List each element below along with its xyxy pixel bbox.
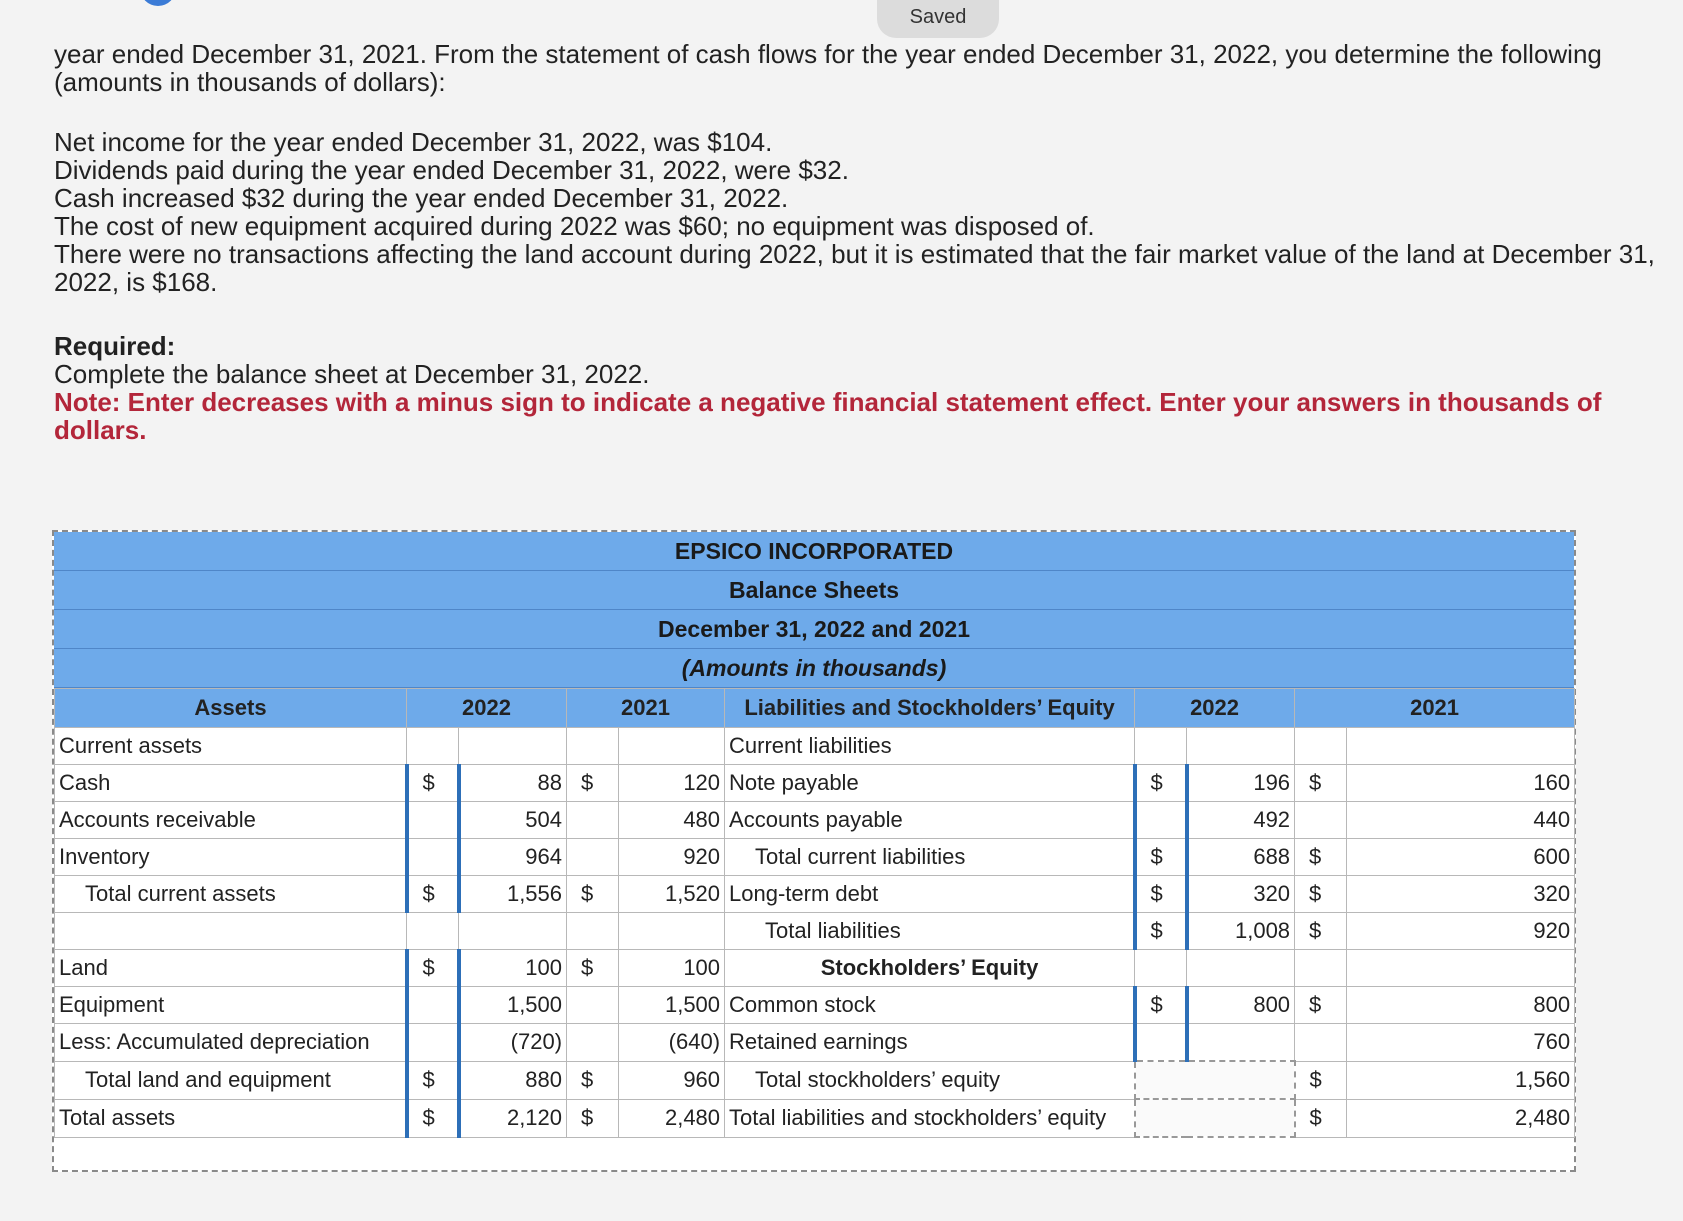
- ltd-label: Long-term debt: [725, 876, 1135, 913]
- table-row: [55, 876, 1575, 913]
- stockholders-equity-heading: Stockholders’ Equity: [725, 950, 1135, 987]
- dollar-sign: $: [1295, 1099, 1347, 1137]
- liab-2022-header: 2022: [1135, 689, 1295, 728]
- table-row: [55, 728, 1575, 765]
- total-land-equip-label: Total land and equipment: [55, 1061, 407, 1099]
- total-liab-2021-value: 920: [1347, 913, 1575, 950]
- table-row: [55, 765, 1575, 802]
- liab-2021-header: 2021: [1295, 689, 1575, 728]
- cash-2021-value: 120: [619, 765, 725, 802]
- retained-earnings-2022-input[interactable]: [1187, 1024, 1295, 1062]
- fact-item: Net income for the year ended December 31, 2022, was $104.: [54, 127, 773, 157]
- dollar-sign: $: [1295, 839, 1347, 876]
- dollar-sign: $: [567, 950, 619, 987]
- table-row: [55, 802, 1575, 839]
- total-current-liab-2021-value: 600: [1347, 839, 1575, 876]
- total-le-label: Total liabilities and stockholders’ equity: [725, 1099, 1135, 1137]
- note-payable-2021-value: 160: [1347, 765, 1575, 802]
- assets-header: Assets: [55, 689, 407, 728]
- retained-earnings-2021-value: 760: [1347, 1024, 1575, 1062]
- equipment-2021-value: 1,500: [619, 987, 725, 1024]
- dollar-sign: $: [1295, 913, 1347, 950]
- common-stock-2022-value[interactable]: 800: [1187, 987, 1295, 1024]
- dollar-sign: $: [407, 1099, 459, 1137]
- retained-earnings-label: Retained earnings: [725, 1024, 1135, 1062]
- problem-intro: year ended December 31, 2021. From the statement of cash flows for the year ended December 31, 2022, you determine the following (amounts in thousands of dollars):: [54, 39, 1602, 97]
- dollar-sign: $: [1135, 876, 1187, 913]
- fact-item: Dividends paid during the year ended December 31, 2022, were $32.: [54, 155, 849, 185]
- accum-dep-2021-value: (640): [619, 1024, 725, 1062]
- inventory-2022-value[interactable]: 964: [459, 839, 567, 876]
- current-liabilities-label: Current liabilities: [725, 728, 1135, 765]
- table-row: [55, 913, 1575, 950]
- facts-list: [54, 128, 1674, 296]
- equipment-2022-value[interactable]: 1,500: [459, 987, 567, 1024]
- dollar-sign: $: [1135, 839, 1187, 876]
- cash-2022-value[interactable]: 88: [459, 765, 567, 802]
- table-row: [55, 987, 1575, 1024]
- total-land-equip-2021-value: 960: [619, 1061, 725, 1099]
- common-stock-label: Common stock: [725, 987, 1135, 1024]
- total-current-liab-2022-value[interactable]: 688: [1187, 839, 1295, 876]
- inventory-2021-value: 920: [619, 839, 725, 876]
- total-le-2021-value: 2,480: [1347, 1099, 1575, 1137]
- ar-2021-value: 480: [619, 802, 725, 839]
- liabilities-header: Liabilities and Stockholders’ Equity: [725, 689, 1135, 728]
- total-current-liab-label: Total current liabilities: [725, 839, 1135, 876]
- total-liab-2022-value[interactable]: 1,008: [1187, 913, 1295, 950]
- statement-date: December 31, 2022 and 2021: [54, 610, 1574, 649]
- total-liab-label: Total liabilities: [725, 913, 1135, 950]
- table-row: [55, 1024, 1575, 1062]
- total-se-2021-value: 1,560: [1347, 1061, 1575, 1099]
- problem-text: [54, 40, 1674, 444]
- note-payable-label: Note payable: [725, 765, 1135, 802]
- dollar-sign: $: [407, 876, 459, 913]
- total-current-assets-2022-value[interactable]: 1,556: [459, 876, 567, 913]
- accum-dep-label: Less: Accumulated depreciation: [55, 1024, 407, 1062]
- fact-item: There were no transactions affecting the land account during 2022, but it is estimated that the fair market value of the land at December 31, 2022, is $168.: [54, 239, 1655, 297]
- dollar-sign: $: [567, 876, 619, 913]
- dollar-sign: $: [407, 1061, 459, 1099]
- total-assets-2021-value: 2,480: [619, 1099, 725, 1137]
- total-assets-label: Total assets: [55, 1099, 407, 1137]
- note-text: Note: Enter decreases with a minus sign to indicate a negative financial statement effect. Enter your answers in thousands of dollars.: [54, 387, 1602, 445]
- inventory-label: Inventory: [55, 839, 407, 876]
- ap-2022-value[interactable]: 492: [1187, 802, 1295, 839]
- land-2022-value[interactable]: 100: [459, 950, 567, 987]
- required-heading: Required:: [54, 331, 176, 361]
- column-header-row: [55, 689, 1575, 728]
- dollar-sign: $: [567, 1061, 619, 1099]
- land-2021-value: 100: [619, 950, 725, 987]
- statement-units: (Amounts in thousands): [54, 649, 1574, 688]
- fact-item: The cost of new equipment acquired during 2022 was $60; no equipment was disposed of.: [54, 211, 1095, 241]
- dollar-sign: $: [567, 1099, 619, 1137]
- ar-2022-value[interactable]: 504: [459, 802, 567, 839]
- equipment-label: Equipment: [55, 987, 407, 1024]
- dollar-sign: $: [1135, 987, 1187, 1024]
- balance-sheet-table: [54, 688, 1575, 1138]
- assets-2022-header: 2022: [407, 689, 567, 728]
- total-current-assets-label: Total current assets: [55, 876, 407, 913]
- land-label: Land: [55, 950, 407, 987]
- balance-sheet-panel: [52, 530, 1576, 1172]
- ap-2021-value: 440: [1347, 802, 1575, 839]
- total-se-2022-input[interactable]: [1135, 1061, 1295, 1099]
- company-name: EPSICO INCORPORATED: [54, 532, 1574, 571]
- dollar-sign: $: [407, 950, 459, 987]
- ar-label: Accounts receivable: [55, 802, 407, 839]
- ltd-2022-value[interactable]: 320: [1187, 876, 1295, 913]
- cash-label: Cash: [55, 765, 407, 802]
- common-stock-2021-value: 800: [1347, 987, 1575, 1024]
- dollar-sign: $: [1295, 876, 1347, 913]
- dollar-sign: $: [1295, 987, 1347, 1024]
- accum-dep-2022-value[interactable]: (720): [459, 1024, 567, 1062]
- current-assets-label: Current assets: [55, 728, 407, 765]
- fact-item: Cash increased $32 during the year ended December 31, 2022.: [54, 183, 789, 213]
- total-current-assets-2021-value: 1,520: [619, 876, 725, 913]
- ltd-2021-value: 320: [1347, 876, 1575, 913]
- total-le-2022-input[interactable]: [1135, 1099, 1295, 1137]
- dollar-sign: $: [407, 765, 459, 802]
- required-text: Complete the balance sheet at December 31, 2022.: [54, 359, 650, 389]
- table-row: [55, 839, 1575, 876]
- table-row: [55, 1061, 1575, 1099]
- statement-title: Balance Sheets: [54, 571, 1574, 610]
- top-indicator: [140, 0, 176, 6]
- dollar-sign: $: [1295, 765, 1347, 802]
- dollar-sign: $: [1135, 913, 1187, 950]
- ap-label: Accounts payable: [725, 802, 1135, 839]
- table-row: [55, 1099, 1575, 1137]
- table-row: [55, 950, 1575, 987]
- dollar-sign: $: [1135, 765, 1187, 802]
- dollar-sign: $: [567, 765, 619, 802]
- total-land-equip-2022-value[interactable]: 880: [459, 1061, 567, 1099]
- total-se-label: Total stockholders’ equity: [725, 1061, 1135, 1099]
- saved-status-badge: Saved: [877, 0, 999, 38]
- total-assets-2022-value[interactable]: 2,120: [459, 1099, 567, 1137]
- dollar-sign: $: [1295, 1061, 1347, 1099]
- assets-2021-header: 2021: [567, 689, 725, 728]
- note-payable-2022-value[interactable]: 196: [1187, 765, 1295, 802]
